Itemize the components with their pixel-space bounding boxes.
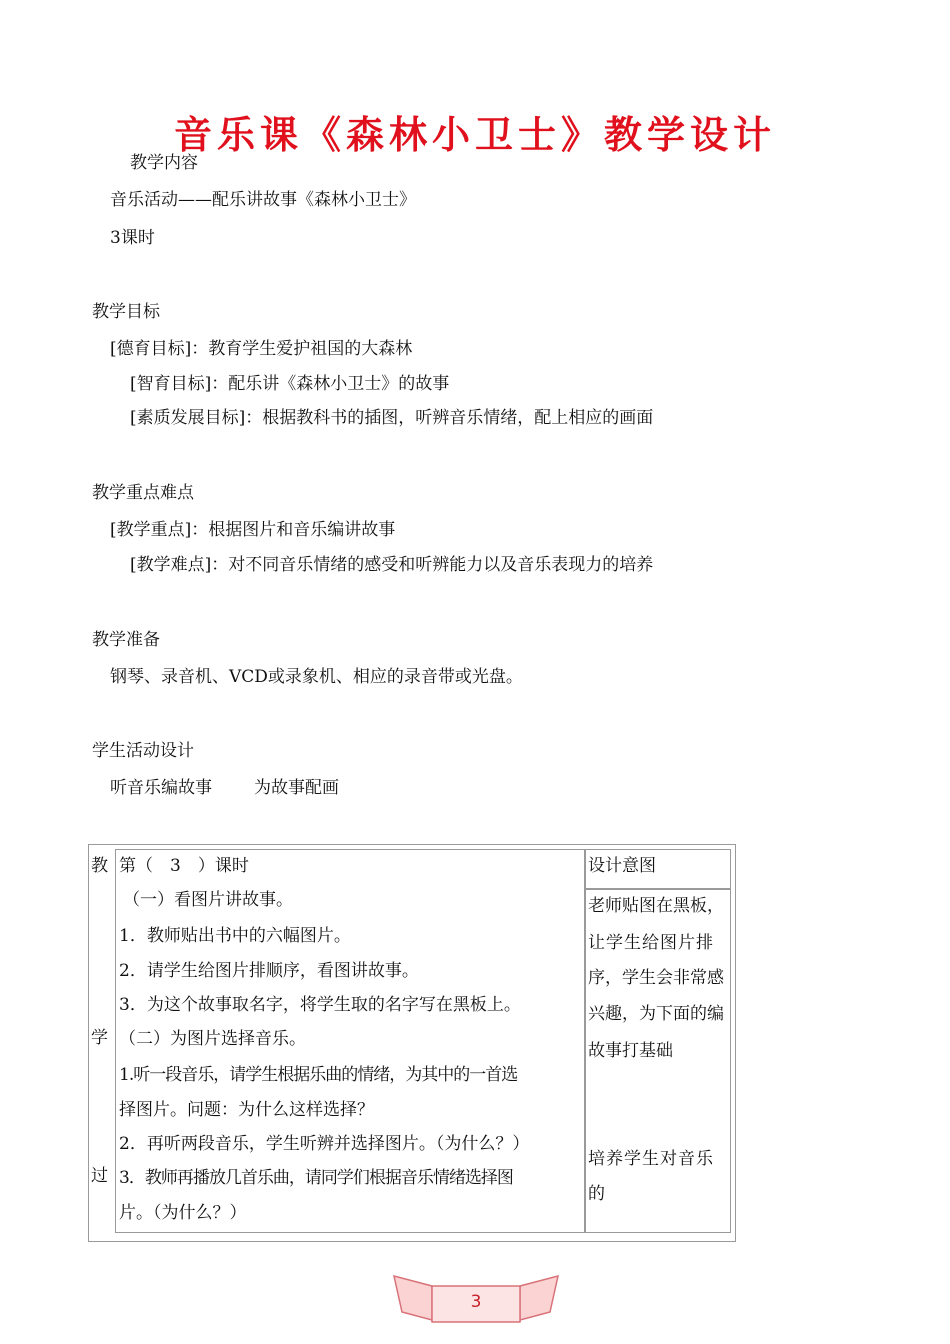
content-heading: 教学内容 xyxy=(130,153,198,173)
page-number: 3 xyxy=(470,1292,482,1312)
table-line: 片。（为什么？） xyxy=(119,1203,247,1223)
key-point: [教学重点]：根据图片和音乐编讲故事 xyxy=(110,520,396,540)
intent-line: 故事打基础 xyxy=(588,1041,673,1061)
table-line: 3．为这个故事取名字，将学生取的名字写在黑板上。 xyxy=(119,995,521,1015)
lesson-number-header: 第（ 3 ）课时 xyxy=(119,856,249,876)
table-line: 2．再听两段音乐，学生听辨并选择图片。（为什么？） xyxy=(119,1134,530,1154)
table-line: （一）看图片讲故事。 xyxy=(123,890,293,910)
key-heading: 教学重点难点 xyxy=(92,483,194,503)
goal-quality: [素质发展目标]：根据教科书的插图，听辨音乐情绪，配上相应的画面 xyxy=(130,408,654,428)
content-line-2: 3课时 xyxy=(110,228,155,248)
goals-heading: 教学目标 xyxy=(92,302,160,322)
prep-heading: 教学准备 xyxy=(92,630,160,650)
goal-moral: [德育目标]：教育学生爱护祖国的大森林 xyxy=(110,339,413,359)
table-line: （二）为图片选择音乐。 xyxy=(119,1029,306,1049)
design-intent-header: 设计意图 xyxy=(588,856,656,876)
intent-line: 让学生给图片排 xyxy=(588,933,714,953)
intent-line: 培养学生对音乐 xyxy=(588,1149,714,1169)
prep-line: 钢琴、录音机、VCD或录象机、相应的录音带或光盘。 xyxy=(110,667,523,687)
intent-line: 序，学生会非常感 xyxy=(588,968,724,988)
left-char-3: 过 xyxy=(91,1166,108,1186)
document-title: 音乐课《森林小卫士》教学设计 xyxy=(173,113,776,157)
goal-intellect: [智育目标]：配乐讲《森林小卫士》的故事 xyxy=(130,374,450,394)
table-line: 1.听一段音乐，请学生根据乐曲的情绪，为其中的一首选 xyxy=(119,1065,518,1085)
content-line-1: 音乐活动——配乐讲故事《森林小卫士》 xyxy=(110,190,416,210)
intent-line: 兴趣，为下面的编 xyxy=(588,1004,724,1024)
table-line: 2．请学生给图片排顺序，看图讲故事。 xyxy=(119,961,419,981)
table-line: 择图片。问题：为什么这样选择？ xyxy=(119,1100,374,1120)
table-line: 3．教师再播放几首乐曲，请同学们根据音乐情绪选择图 xyxy=(119,1168,513,1188)
intent-line: 的 xyxy=(588,1184,605,1204)
activity-line-2: 为故事配画 xyxy=(254,778,339,798)
difficult-point: [教学难点]：对不同音乐情绪的感受和听辨能力以及音乐表现力的培养 xyxy=(130,555,654,575)
activity-heading: 学生活动设计 xyxy=(92,741,194,761)
left-char-1: 教 xyxy=(91,856,108,876)
table-line: 1．教师贴出书中的六幅图片。 xyxy=(119,926,351,946)
intent-line: 老师贴图在黑板， xyxy=(588,896,724,916)
activity-line-1: 听音乐编故事 xyxy=(110,778,212,798)
left-char-2: 学 xyxy=(91,1028,108,1048)
lesson-table xyxy=(88,844,736,1242)
